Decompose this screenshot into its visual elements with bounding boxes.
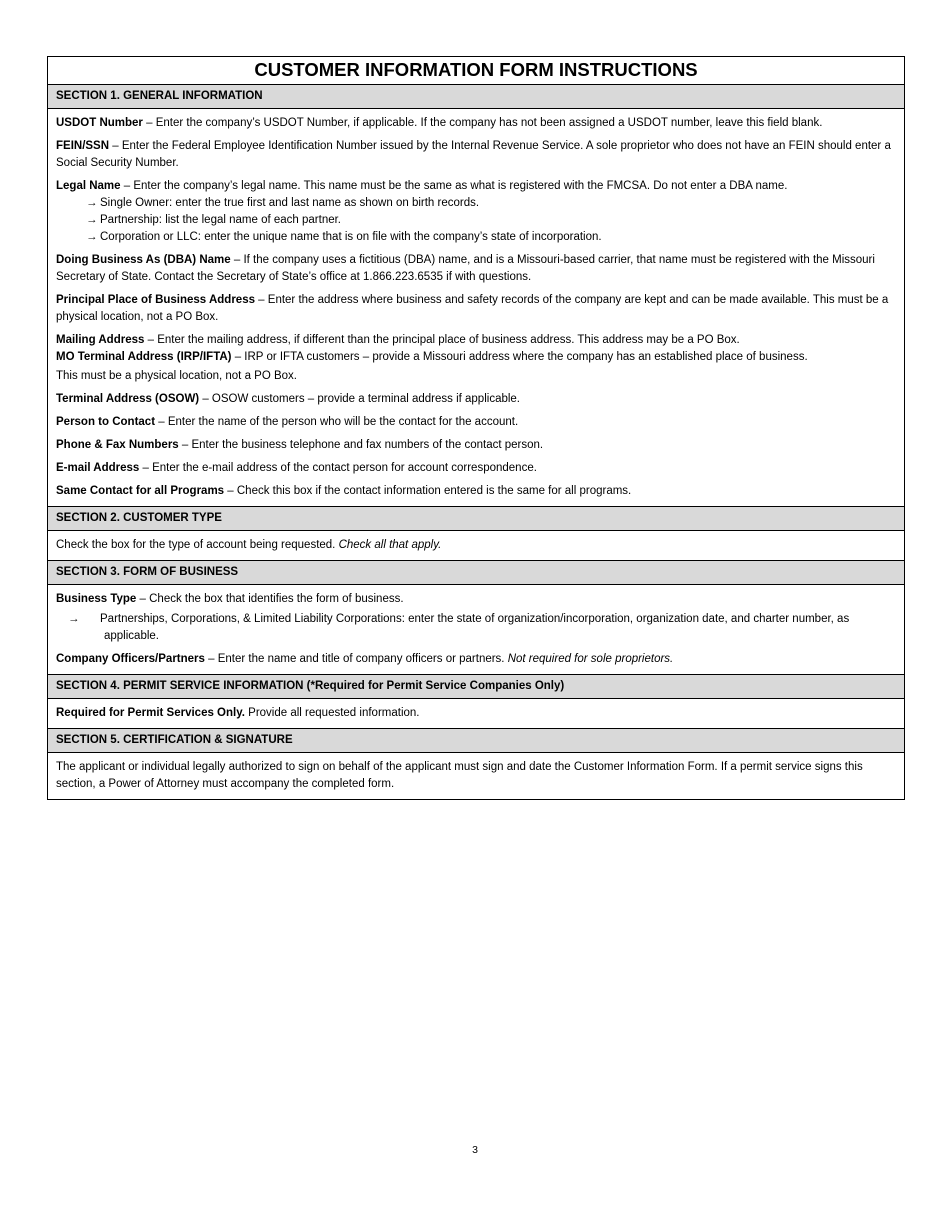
section-3-header: SECTION 3. FORM OF BUSINESS [48, 561, 904, 585]
phone-text: – Enter the business telephone and fax numbers of the contact person. [178, 439, 544, 451]
same-contact-term: Same Contact for all Programs [56, 485, 225, 497]
legal-sub-item [56, 229, 896, 246]
osow-text: – OSOW customers – provide a terminal address if applicable. [199, 393, 521, 405]
permit-service-paragraph [56, 705, 896, 722]
officers-text: – Enter the name and title of company officers or partners. [204, 653, 508, 665]
permit-service-term: Required for Permit Services Only. [56, 707, 245, 719]
principal-place-paragraph [56, 292, 896, 326]
arrow-right-icon: → [86, 214, 98, 226]
arrow-right-icon: → [86, 197, 98, 209]
usdot-term: USDOT Number [56, 117, 143, 129]
officers-paragraph [56, 651, 896, 668]
customer-type-paragraph [56, 537, 896, 554]
legal-sub-text: Corporation or LLC: enter the unique name that is on file with the company’s state of incorporation. [100, 231, 602, 243]
business-type-paragraph [56, 591, 896, 608]
contact-paragraph [56, 414, 896, 431]
email-paragraph [56, 460, 896, 477]
contact-text: – Enter the name of the person who will be the contact for the account. [155, 416, 519, 428]
usdot-text: – Enter the company’s USDOT Number, if applicable. If the company has not been assigned a USDOT number, leave this field blank. [142, 117, 823, 129]
page-title: CUSTOMER INFORMATION FORM INSTRUCTIONS [48, 57, 904, 85]
legal-name-text: – Enter the company’s legal name. This name must be the same as what is registered with the FMCSA. Do not enter a DBA name. [120, 180, 788, 192]
mo-terminal-term: MO Terminal Address (IRP/IFTA) [56, 351, 232, 363]
legal-sub-text: Partnership: list the legal name of each partner. [100, 214, 342, 226]
officers-italic: Not required for sole proprietors. [507, 653, 674, 665]
principal-place-term: Principal Place of Business Address [56, 294, 255, 306]
arrow-right-icon: → [68, 613, 80, 625]
fein-text: – Enter the Federal Employee Identification Number issued by the Internal Revenue Service. A sole proprietor who does not have an FEIN should enter a Social Security Number. [56, 140, 891, 169]
section-1-body [48, 109, 904, 507]
osow-paragraph [56, 391, 896, 408]
dba-term: Doing Business As (DBA) Name [56, 254, 231, 266]
section-2-body [48, 531, 904, 561]
business-type-sub-text: Partnerships, Corporations, & Limited Liability Corporations: enter the state of organization/incorporation, organization date, and charter number, as applicable. [100, 613, 850, 642]
section-1-header: SECTION 1. GENERAL INFORMATION [48, 85, 904, 109]
same-contact-paragraph [56, 483, 896, 500]
business-type-term: Business Type [56, 593, 137, 605]
officers-term: Company Officers/Partners [56, 653, 205, 665]
page-number: 3 [472, 1144, 478, 1156]
mo-terminal-note: This must be a physical location, not a PO Box. [56, 370, 297, 382]
principal-place-text: – Enter the address where business and safety records of the company are kept and can be made available. This must be a physical location, not a PO Box. [56, 294, 889, 323]
contact-term: Person to Contact [56, 416, 156, 428]
business-type-sub-item [56, 611, 896, 645]
dba-text: – If the company uses a fictitious (DBA) name, and is a Missouri-based carrier, that name must be registered with the Missouri Secretary of State. Contact the Secretary of State’s office at 1.866.223.6535 if with questions. [56, 254, 875, 283]
dba-paragraph [56, 252, 896, 286]
mo-terminal-text: – IRP or IFTA customers – provide a Missouri address where the company has an established place of business. [231, 351, 808, 363]
legal-sub-item [56, 212, 896, 229]
usdot-paragraph [56, 115, 896, 132]
legal-sub-text: Single Owner: enter the true first and last name as shown on birth records. [100, 197, 480, 209]
mailing-address-paragraph [56, 332, 896, 349]
arrow-right-icon: → [86, 231, 98, 243]
instructions-table [47, 56, 905, 800]
section-5-header: SECTION 5. CERTIFICATION & SIGNATURE [48, 729, 904, 753]
business-type-text: – Check the box that identifies the form of business. [136, 593, 404, 605]
legal-sub-item [56, 195, 896, 212]
legal-name-term: Legal Name [56, 180, 121, 192]
email-term: E-mail Address [56, 462, 140, 474]
phone-paragraph [56, 437, 896, 454]
section-2-header: SECTION 2. CUSTOMER TYPE [48, 507, 904, 531]
section-4-header: SECTION 4. PERMIT SERVICE INFORMATION (*Required for Permit Service Companies Only) [48, 675, 904, 699]
permit-service-text: Provide all requested information. [244, 707, 420, 719]
mailing-address-text: – Enter the mailing address, if different than the principal place of business address. This address may be a PO Box. [144, 334, 740, 346]
section-4-body [48, 699, 904, 729]
mailing-address-term: Mailing Address [56, 334, 145, 346]
section-5-body [48, 753, 904, 799]
mo-terminal-paragraph [56, 349, 896, 366]
fein-paragraph [56, 138, 896, 172]
section-3-body [48, 585, 904, 675]
email-text: – Enter the e-mail address of the contact person for account correspondence. [139, 462, 537, 474]
legal-name-paragraph [56, 178, 896, 195]
fein-term: FEIN/SSN [56, 140, 110, 152]
customer-type-text: Check the box for the type of account being requested. [56, 539, 339, 551]
certification-paragraph: The applicant or individual legally authorized to sign on behalf of the applicant must sign and date the Customer Information Form. If a permit service signs this section, a Power of Attorney must accompany the completed form. [56, 761, 863, 790]
osow-term: Terminal Address (OSOW) [56, 393, 200, 405]
customer-type-italic: Check all that apply. [338, 539, 442, 551]
phone-term: Phone & Fax Numbers [56, 439, 179, 451]
same-contact-text: – Check this box if the contact information entered is the same for all programs. [224, 485, 632, 497]
